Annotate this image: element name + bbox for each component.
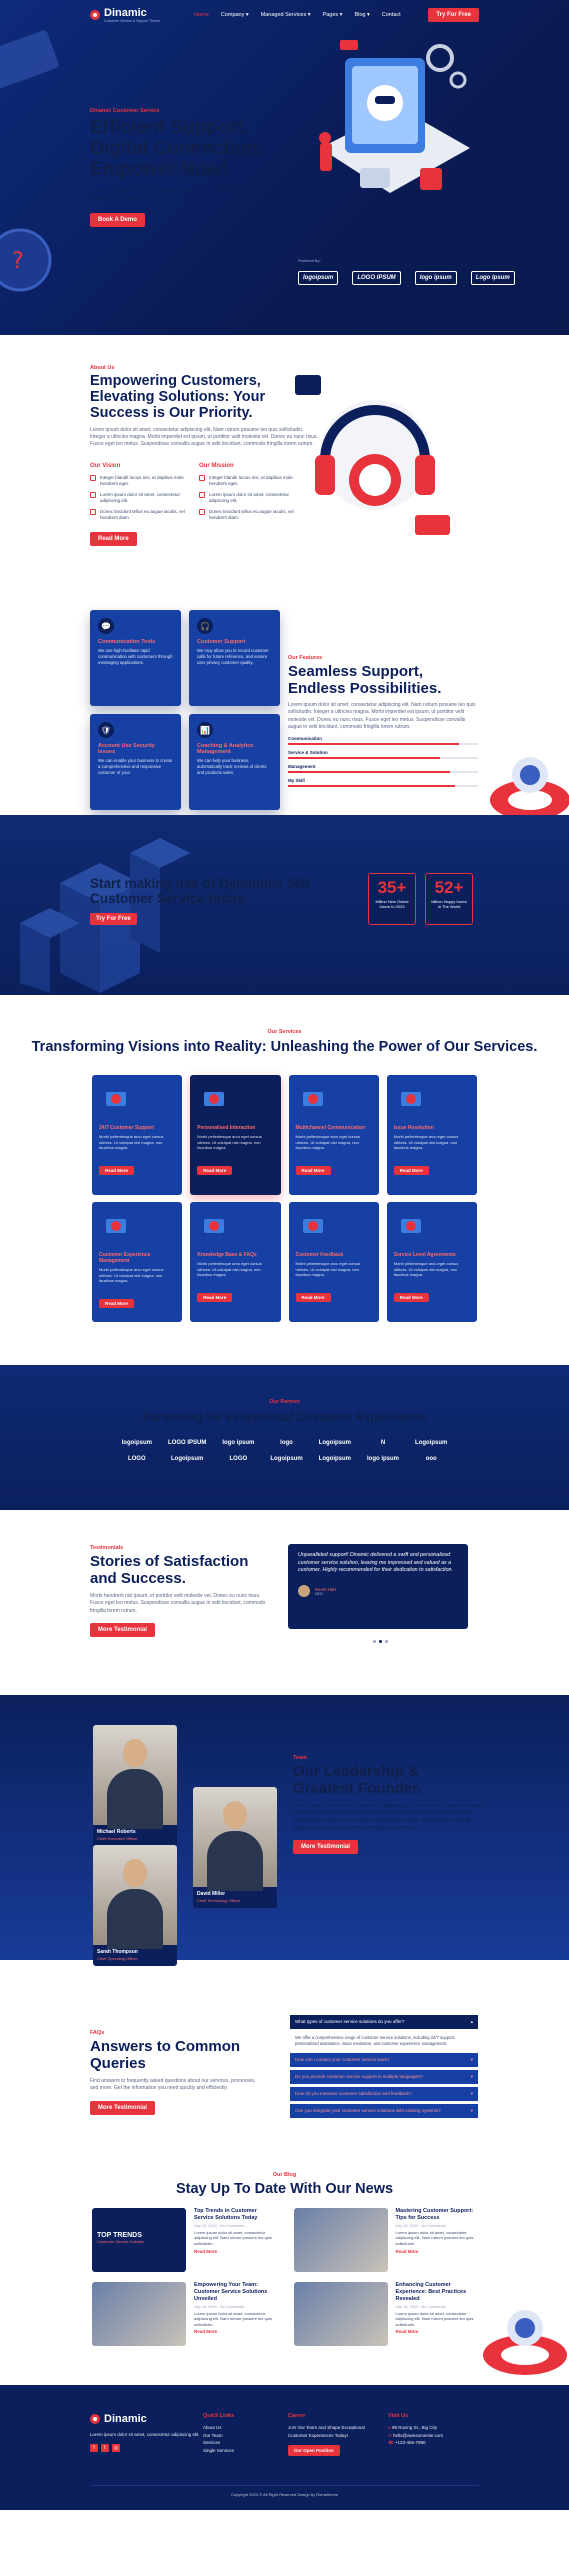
cta-copy [90,877,330,925]
faq-body: Find answers to frequently asked questions about our services, processes, and more. Get the information you need quickly and efficiently. [90,2078,256,2092]
nav-item-pages[interactable]: Pages ▾ [322,12,343,18]
post-thumbnail [294,2208,388,2272]
leadership-title: Our Leadership & Greatest Founder. [293,1763,422,1797]
feedback-icon [300,1213,326,1239]
partner-logo: logoipsum [298,271,338,285]
service-read-more-button[interactable]: Read More [394,1293,429,1302]
about-title: Empowering Customers, Elevating Solutions: Your Success is Our Priority. [90,373,266,421]
site-logo[interactable]: Dinamic Customer Service & Support Theme [90,7,160,23]
address-line: ● 99 Roving St., Big City [388,2425,438,2430]
partner-logo: logo ipsum [415,271,457,285]
about-kicker: About Us [90,365,115,371]
service-card[interactable]: Issue Resolution Morbi pellentesque arcu eget cursus ultrices. Ut volutpat nisl magna, non faucibus magna. Read More [387,1075,477,1195]
nav-item-managed-services[interactable]: Managed Services ▾ [260,12,311,18]
service-read-more-button[interactable]: Read More [99,1166,134,1175]
hero-copy [90,108,300,227]
skill-bar: My Skill [288,778,478,787]
mission-column: Our Mission Integer blandit luctus nisi, et dapibus mole hendrerit eget. Lorem ipsum dolor sit amet, consectetur adipiscing elit. Donec tincidunt tellus eu augue iaculis, vel hendrerit diam. [199,462,294,520]
book-demo-button[interactable]: Book A Demo [90,213,145,227]
hero-kicker: Dinamic Customer Service [90,108,160,114]
facebook-icon[interactable]: f [90,2444,98,2452]
services-section [0,995,569,1365]
hero-section [0,0,569,335]
team-member-card[interactable]: Michael Roberts Chief Executive Officer [93,1725,177,1846]
leadership-kicker: Team [293,1755,307,1761]
check-icon [199,492,205,498]
check-icon [90,492,96,498]
check-icon [199,509,205,515]
faq-kicker: FAQs [90,2030,105,2036]
wrench-icon [398,1086,424,1112]
check-item: Integer blandit luctus nisi, et dapibus mole hendrerit eget. [199,475,294,487]
vision-column: Our Vision Integer blandit luctus nisi, et dapibus mole hendrerit eget. Lorem ipsum dolor sit amet, consectetur adipiscing elit. Donec tincidunt tellus eu augue iaculis, vel hendrerit diam. [90,462,185,520]
cta-section [0,815,569,995]
service-read-more-button[interactable]: Read More [99,1299,134,1308]
chevron-down-icon: ▾ [470,2073,473,2079]
partner-logo: ooo [425,1456,437,1463]
phone-icon: ☎ [388,2440,394,2446]
leadership-section [0,1695,569,1990]
carousel-dot[interactable] [379,1640,382,1643]
partner-logo: Logoipsum [318,1456,352,1463]
footer-career: Career Join Our Team and Shape Exceptional Customer Experiences Today! Our Open Position [288,2413,378,2457]
footer-quick-links: Quick Links About Us Our Team Services Single Services [203,2413,235,2453]
service-read-more-button[interactable]: Read More [296,1166,331,1175]
headset-icon [103,1086,129,1112]
hero-decoration-illustration [0,0,70,330]
shield-icon: 🛡 [98,722,114,738]
analytics-icon: 📊 [197,722,213,738]
partner-logo: logoipsum [121,1440,152,1447]
check-item: Lorem ipsum dolor sit amet, consectetur adipiscing elit. [199,492,294,504]
features-section [0,560,569,815]
testimonials-copy [90,1545,270,1637]
feature-card[interactable]: 🎧 Customer Support We may allow you to record customer calls for future reference, and ensure user privacy customer quality. [189,610,280,706]
copyright: Copyright 2023 © All Right Reserved Design by Rometheme [90,2485,479,2497]
footer-link[interactable]: Our Team [203,2432,223,2438]
faq-section [0,1990,569,2170]
check-item: Donec tincidunt tellus eu augue iaculis, vel hendrerit diam. [199,509,294,521]
try-free-button[interactable]: Try For Free [428,8,479,22]
support-robot-illustration [300,28,480,238]
lifebuoy-mascot-illustration [470,2300,569,2380]
read-more-link[interactable]: Read More [395,2248,419,2254]
footer-brand: Dinamic Lorem ipsum dolor sit amet, consectetur adipiscing elit. f t ◎ [90,2413,200,2451]
email-line[interactable]: ✉ hello@awesomesite.com [388,2432,444,2438]
services-kicker: Our Services [267,1029,302,1035]
location-icon: ● [388,2425,391,2430]
testimonials-kicker: Testimonials [90,1545,124,1551]
post-thumbnail [92,2282,186,2346]
service-card[interactable]: Customer Experience Management Morbi pellentesque arcu eget cursus ultrices. Ut volutpat nisl magna, non faucibus magna. Read More [92,1202,182,1322]
footer-link[interactable]: About Us [203,2425,222,2430]
service-read-more-button[interactable]: Read More [197,1293,232,1302]
carousel-dots [373,1640,388,1643]
partner-logo: N [380,1440,386,1447]
service-card[interactable]: Personalised Interaction Morbi pellentesque arcu eget cursus ultrices. Ut volutpat nisl magna, non faucibus magna. Read More [190,1075,280,1195]
leadership-copy [293,1755,483,1854]
twitter-icon[interactable]: t [101,2444,109,2452]
feature-cards [90,610,280,810]
carousel-dot[interactable] [373,1640,376,1643]
services-grid [92,1075,477,1322]
team-member-card[interactable]: David Miller Chief Technology Officer [193,1787,277,1908]
hero-title: Efficient Support, Digital Connection: Empower Now! [90,117,265,180]
partners-title: Partnering for Exceptional Customer Experiences [142,1410,427,1424]
chevron-up-icon: ▴ [470,2019,473,2024]
lifebuoy-mascot-illustration [475,750,569,815]
powered-by: Powered By: logoipsum LOGO IPSUM logo ipsum Logo Ipsum [298,258,515,285]
features-kicker: Our Features [288,655,323,661]
partners-section [0,1365,569,1510]
svg-text:?: ? [12,249,24,274]
read-more-link[interactable]: Read More [194,2329,218,2335]
service-card[interactable]: Customer Feedback Morbi pellentesque arcu eget cursus ultrices. Ut volutpat nisl magna, non faucibus magna. Read More [289,1202,379,1322]
chevron-down-icon: ▾ [470,2056,473,2062]
footer-link[interactable]: Single Services [203,2447,235,2453]
social-links [90,2444,200,2452]
faq-question[interactable]: What types of customer service solutions do you offer? ▴ [290,2015,478,2029]
chat-icon: 💬 [98,618,114,634]
blog-title: Stay Up To Date With Our News [175,2181,394,2197]
logo-icon [90,2414,100,2424]
about-read-more-button[interactable]: Read More [90,532,137,546]
nav-item-blog[interactable]: Blog ▾ [354,12,370,18]
partner-logo: Logoipsum [270,1456,303,1463]
service-card[interactable]: Knowledge Base & FAQs Morbi pellentesque arcu eget cursus ultrices. Ut volutpat nisl magna, non faucibus magna. Read More [190,1202,280,1322]
phone-line[interactable]: ☎ +123-456-7890 [388,2440,426,2446]
blog-section [0,2170,569,2385]
skill-bar: Management [288,764,478,773]
skill-bar-fill [288,771,450,773]
partner-logo-grid [0,1440,569,1462]
team-photo [93,1725,177,1825]
about-copy [90,365,320,546]
vision-mission [90,463,320,526]
testimonial-card [288,1544,468,1629]
open-position-button[interactable]: Our Open Position [288,2445,340,2456]
skill-bar: Service & Solution [288,750,478,759]
read-more-link[interactable]: Read More [395,2329,419,2335]
partner-logo: logo ipsum [367,1456,400,1463]
post-thumbnail: TOP TRENDS Customer Service Solution [92,2208,186,2272]
question-icon [201,1213,227,1239]
faq-question[interactable]: Can you integrate your customer service solutions with existing systems? ▾ [290,2104,478,2118]
site-footer [0,2385,569,2510]
faq-answer: We offer a comprehensive range of customer service solutions, including 24/7 support, personalized assistance, issue resolution, and customer experience management. [295,2035,456,2046]
check-icon [90,475,96,481]
testimonials-title: Stories of Satisfaction and Success. [90,1553,249,1587]
features-copy [288,655,478,787]
avatar [298,1585,310,1597]
skill-bar-fill [288,785,455,787]
cta-try-free-button[interactable]: Try For Free [90,913,137,925]
testimonials-body: Morbi hendrerit nisl ipsum, et porttitor velit molestie vel. Donec eu nunc risus. Fusce eget leo metus. Suspendisse convallis augue in velit tincidunt, commodo fringilla lorem rutrum. [90,1593,266,1614]
leadership-body: Lorem ipsum dolor sit amet, consectetur adipiscing elit. Nam rutrum posuere leo quis sollicitudin. Integer a ultricies magna. Morbi imperdiet est ipsum, ut porttitor velit molestie vel. Donec eu nunc risus. Fusce eget leo metus. Suspendisse convallis augue in velit tincidunt, commodo fringilla lorem rutrum. [293,1803,481,1831]
blog-heading [0,2172,569,2198]
blog-post[interactable]: TOP TRENDS Customer Service Solution Top Trends in Customer Service Solutions Today July 18, 2023 · No Comments Lorem ipsum dolor sit amet, consectetur adipiscing elit. Nam rutrum posuere leo quis sollicitudin. Read More [92,2208,276,2272]
feature-card[interactable]: 🛡 Account Use Security Issues We can enable your business to create a comprehensive and responsive customer of your. [90,714,181,810]
blog-post[interactable]: Enhancing Customer Experience: Best Practices Revealed July 18, 2023 · No Comments Lorem ipsum dolor sit amet, consectetur adipiscing elit. Nam rutrum posuere leo quis sollicitudin. Read More [294,2282,478,2346]
main-menu [194,12,401,18]
cta-title: Start making use of Dynamics 360 Customer Service today. [90,876,310,906]
faq-accordion [290,2015,478,2121]
faq-question[interactable]: Do you provide customer service support in multiple languages? ▾ [290,2070,478,2084]
footer-logo[interactable]: Dinamic [90,2413,200,2425]
faq-copy [90,2030,265,2115]
nav-item-contact[interactable]: Contact [381,12,401,18]
check-item: Donec tincidunt tellus eu augue iaculis, vel hendrerit diam. [90,509,185,521]
service-card[interactable]: Service Level Agreements Morbi pellentesque arcu eget cursus ultrices. Ut volutpat nisl magna, non faucibus magna. Read More [387,1202,477,1322]
testimonial-quote: Unparalleled support! Dinamic delivered a swift and personalized customer service solution, leaving me impressed and valued as a customer. Highly recommended for their dedication to satisfaction. [298,1552,453,1574]
headset-icon: 🎧 [197,618,213,634]
check-icon [90,509,96,515]
partner-logo: LOGO IPSUM [167,1440,207,1447]
services-title: Transforming Visions into Reality: Unleashing the Power of Our Services. [31,1039,538,1055]
about-section [0,335,569,560]
features-title: Seamless Support, Endless Possibilities. [288,663,442,697]
faq-button[interactable]: More Testimonial [90,2101,155,2115]
team-photo [193,1787,277,1887]
service-card[interactable]: Multichannel Communication Morbi pellentesque arcu eget cursus ultrices. Ut volutpat nisl magna, non faucibus magna. Read More [289,1075,379,1195]
skill-bar-fill [288,757,440,759]
stat-card: 35+ Million New Online Users In 2023 [368,873,416,925]
chevron-down-icon: ▾ [470,2090,473,2096]
partner-logo: LOGO IPSUM [352,271,400,285]
blog-post[interactable]: Mastering Customer Support: Tips for Success July 18, 2023 · No Comments Lorem ipsum dolor sit amet, consectetur adipiscing elit. Nam rutrum posuere leo quis sollicitudin. Read More [294,2208,478,2272]
feature-card[interactable]: 📊 Coaching & Analytics Management We can help your business automatically track reviews of clients and products sales. [189,714,280,810]
nav-item-company[interactable]: Company ▾ [220,12,249,18]
headset-phone-illustration [290,370,460,550]
thumbs-up-icon [103,1213,129,1239]
blog-posts [92,2208,477,2346]
testimonials-section [0,1510,569,1695]
team-photo [93,1845,177,1945]
chat-icon [201,1086,227,1112]
partner-logo: logo [280,1440,293,1447]
chevron-down-icon: ▾ [470,2107,473,2113]
faq-title: Answers to Common Queries [90,2038,241,2072]
services-heading [0,1029,569,1056]
partner-logo: Logoipsum [170,1456,204,1463]
blog-post[interactable]: Empowering Your Team: Customer Service Solutions Unveiled July 18, 2023 · No Comments Lorem ipsum dolor sit amet, consectetur adipiscing elit. Nam rutrum posuere leo quis sollicitudin. Read More [92,2282,276,2346]
partner-logo: LOGO [229,1456,248,1463]
service-card[interactable]: 24/7 Customer Support Morbi pellentesque arcu eget cursus ultrices. Ut volutpat nisl magna, non faucibus magna. Read More [92,1075,182,1195]
handshake-icon [398,1213,424,1239]
partner-logo: Logoipsum [318,1440,352,1447]
stat-card: 52+ Million Happy Users In The World [425,873,473,925]
blog-kicker: Our Blog [272,2172,297,2178]
service-read-more-button[interactable]: Read More [394,1166,429,1175]
nav-item-home[interactable]: Home [194,12,209,18]
feature-card[interactable]: 💬 Communication Tools We use high-facilitate rapid communication with customers through messaging applications. [90,610,181,706]
hero-body: Lorem ipsum dolor sit amet, consectetur adipiscing elit. Ut elit tellus, luctus nec ullamcorper mattis, pulvinar dapibus leo. [90,188,292,202]
skill-bar: Communication [288,736,478,745]
mail-icon: ✉ [388,2432,392,2438]
partner-logo: Logo Ipsum [471,271,515,285]
check-item: Lorem ipsum dolor sit amet, consectetur adipiscing elit. [90,492,185,504]
footer-link[interactable]: Services [203,2440,221,2446]
partner-logo: logo ipsum [222,1440,255,1447]
instagram-icon[interactable]: ◎ [113,2444,119,2451]
more-testimonial-button[interactable]: More Testimonial [90,1623,155,1637]
leadership-button[interactable]: More Testimonial [293,1840,358,1854]
team-member-card[interactable]: Sarah Thompson Chief Operating Officer [93,1845,177,1966]
features-body: Lorem ipsum dolor sit amet, consectetur adipiscing elit. Nam rutrum posuere leo quis sollicitudin. Integer a ultricies magna. Morbi imperdiet est ipsum, ut porttitor velit molestie vel. Donec eu nunc risus. Fusce eget leo metus. Suspendisse convallis augue in velit tincidunt, commodo fringilla lorem rutrum. [288,702,476,730]
service-read-more-button[interactable]: Read More [296,1293,331,1302]
partner-logo: LOGO [127,1456,146,1463]
top-nav [0,0,569,30]
footer-visit: Visit Us ● 99 Roving St., Big City ✉ hello@awesomesite.com ☎ +123-456-7890 [388,2413,444,2446]
faq-question[interactable]: How can I contact your customer service team? ▾ [290,2053,478,2067]
partners-kicker: Our Partner [269,1399,300,1405]
partner-logos [298,271,515,285]
check-icon [199,475,205,481]
testimonial-author: Kevin Hart CEO [298,1585,458,1597]
partner-logo: Logoipsum [415,1440,448,1447]
logo-icon [90,10,100,20]
about-body: Lorem ipsum dolor sit amet, consectetur adipiscing elit. Nam rutrum posuere leo quis sollicitudin. Integer a ultricies magna. Morbi imperdiet est ipsum, ut porttitor velit molestie vel. Donec eu nunc risus. Fusce eget leo metus. Suspendisse convallis augue in velit tincidunt, commodo fringilla lorem rutrum. [90,426,318,448]
skill-bar-fill [288,743,459,745]
service-read-more-button[interactable]: Read More [197,1166,232,1175]
check-item: Integer blandit luctus nisi, et dapibus mole hendrerit eget. [90,475,185,487]
read-more-link[interactable]: Read More [194,2248,218,2254]
faq-question[interactable]: How do you measure customer satisfaction and feedback? ▾ [290,2087,478,2101]
network-icon [300,1086,326,1112]
post-thumbnail [294,2282,388,2346]
carousel-dot[interactable] [385,1640,388,1643]
